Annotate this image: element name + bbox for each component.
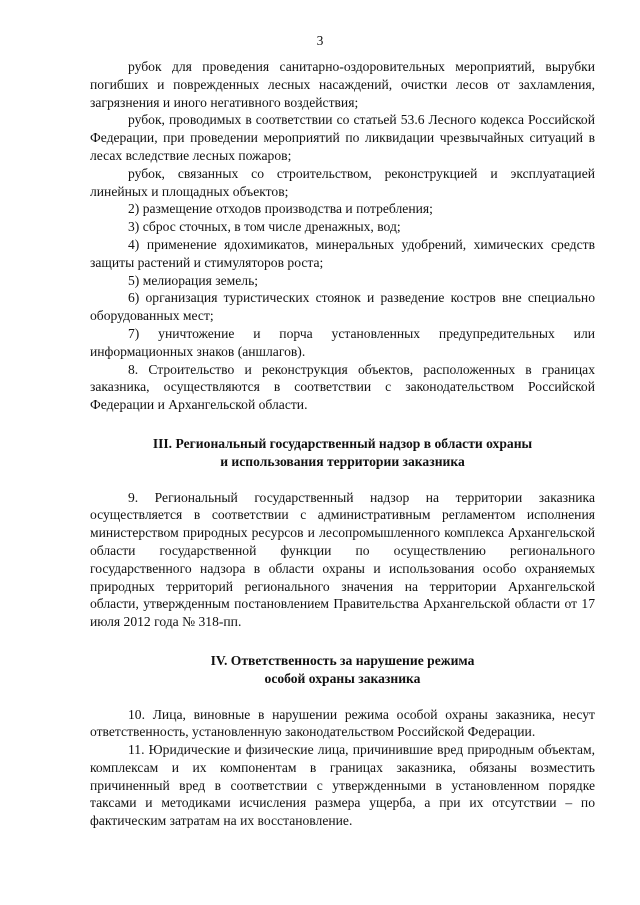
section-3-title-line1: III. Региональный государственный надзор в области охраны — [152, 435, 533, 451]
paragraph-item-7: 7) уничтожение и порча установленных предупредительных или информационных знаков (аншлагов). — [90, 325, 595, 359]
paragraph-clause-8: 8. Строительство и реконструкция объектов, расположенных в границах заказника, осуществляются в соответствии с законодательством Российской Федерации и Архангельской области. — [90, 361, 595, 413]
paragraph-clause-10: 10. Лица, виновные в нарушении режима особой охраны заказника, несут ответственность, установленную законодательством Российской Федерации. — [90, 706, 595, 740]
paragraph-item-3: 3) сброс сточных, в том числе дренажных, вод; — [128, 219, 401, 235]
section-4-title-line1: IV. Ответственность за нарушение режима — [210, 652, 475, 668]
paragraph-sanitary-felling: рубок для проведения санитарно-оздоровительных мероприятий, вырубки погибших и поврежденных лесных насаждений, очистки лесов от захламления, загрязнения и иного негативного воздействия; — [90, 59, 595, 110]
section-3-title-line2: и использования территории заказника — [220, 453, 465, 469]
paragraph-fire-felling: рубок, проводимых в соответствии со статьей 53.6 Лесного кодекса Российской Федерации, при проведении мероприятий по ликвидации чрезвычайных ситуаций в лесах вследствие лесных пожаров; — [90, 112, 595, 163]
paragraph-construction-felling: рубок, связанных со строительством, реконструкцией и эксплуатацией линейных и площадных объектов; — [90, 165, 595, 199]
section-4-title-line2: особой охраны заказника — [264, 670, 421, 686]
paragraph-item-2: 2) размещение отходов производства и потребления; — [128, 201, 433, 217]
section-3-heading — [90, 435, 595, 471]
paragraph-clause-9: 9. Региональный государственный надзор на территории заказника осуществляется в соответствии с административным регламентом исполнения министерством природных ресурсов и лесопромышленного комплекса Архангельской области государственной функции по осуществлению регионального государственного надзора в области охраны и использования особо охраняемых природных территорий регионального значения на территории Архангельской области, утвержденным постановлением Правительства Архангельской области от 17 июля 2012 года № 318-пп. — [90, 489, 595, 630]
document-body — [90, 58, 595, 830]
paragraph-clause-11: 11. Юридические и физические лица, причинившие вред природным объектам, комплексам и их компонентам в границах заказника, обязаны возместить причиненный вред в соответствии с утвержденными в установленном порядке таксами и методиками исчисления размера ущерба, а при их отсутствии – по фактическим затратам на их восстановление. — [90, 742, 595, 829]
paragraph-item-5: 5) мелиорация земель; — [128, 272, 259, 288]
paragraph-item-4: 4) применение ядохимикатов, минеральных удобрений, химических средств защиты растений и стимуляторов роста; — [90, 236, 595, 270]
page-number: 3 — [316, 33, 324, 48]
section-4-heading — [90, 652, 595, 688]
paragraph-item-6: 6) организация туристических стоянок и разведение костров вне специально оборудованных мест; — [90, 290, 595, 324]
